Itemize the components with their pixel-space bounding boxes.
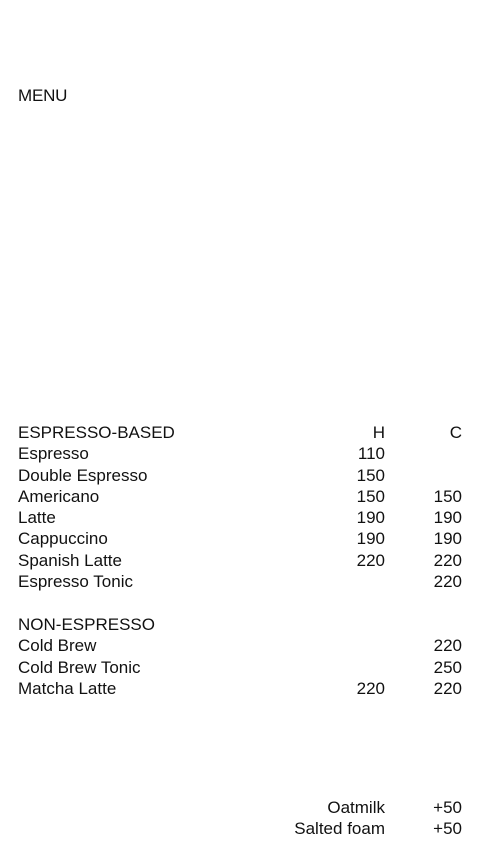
menu-item-name: Cold Brew bbox=[18, 636, 97, 656]
addons-section bbox=[18, 797, 462, 840]
menu-item-row bbox=[18, 486, 462, 507]
addon-name: Oatmilk bbox=[327, 798, 385, 817]
menu-item-row bbox=[18, 528, 462, 549]
espresso-section-header bbox=[18, 422, 462, 443]
hot-column-header: H bbox=[372, 423, 385, 442]
menu-item-row bbox=[18, 635, 462, 656]
menu-item-cold-price: 220 bbox=[433, 550, 462, 570]
addon-name: Salted foam bbox=[294, 819, 385, 839]
menu-item-cold-price: 250 bbox=[433, 657, 462, 677]
menu-item-name: Espresso Tonic bbox=[18, 572, 133, 592]
menu-item-name: Espresso bbox=[18, 444, 89, 464]
menu-item-row bbox=[18, 657, 462, 678]
menu-item-row bbox=[18, 443, 462, 464]
non-espresso-section bbox=[18, 614, 462, 699]
menu-item-row bbox=[18, 550, 462, 571]
menu-item-name: Americano bbox=[18, 486, 100, 506]
addon-price: +50 bbox=[433, 819, 462, 839]
menu-item-name: Latte bbox=[18, 508, 56, 528]
menu-item-row bbox=[18, 571, 462, 592]
addon-row bbox=[18, 797, 462, 818]
menu-item-cold-price: 220 bbox=[433, 678, 462, 698]
menu-item-hot-price: 150 bbox=[356, 465, 385, 485]
menu-item-hot-price: 110 bbox=[357, 444, 385, 464]
espresso-based-section bbox=[18, 422, 462, 592]
menu-item-cold-price: 220 bbox=[433, 572, 462, 592]
menu-item-row bbox=[18, 678, 462, 699]
menu-item-hot-price: 190 bbox=[356, 529, 385, 549]
addon-price: +50 bbox=[433, 798, 462, 817]
menu-item-name: Cappuccino bbox=[18, 529, 108, 549]
menu-item-hot-price: 150 bbox=[356, 486, 385, 506]
non-espresso-section-header bbox=[18, 614, 462, 635]
addon-row bbox=[18, 818, 462, 839]
menu-title: MENU bbox=[18, 86, 68, 105]
menu-item-cold-price: 190 bbox=[433, 529, 462, 549]
menu-item-name: Spanish Latte bbox=[18, 550, 122, 570]
menu-item-row bbox=[18, 465, 462, 486]
section-heading: ESPRESSO-BASED bbox=[18, 423, 175, 442]
menu-item-cold-price: 150 bbox=[433, 486, 462, 506]
menu-item-hot-price: 220 bbox=[356, 550, 385, 570]
menu-item-name: Double Espresso bbox=[18, 465, 148, 485]
cold-column-header: C bbox=[449, 423, 462, 442]
menu-item-hot-price: 220 bbox=[356, 678, 385, 698]
menu-item-name: Cold Brew Tonic bbox=[18, 657, 141, 677]
menu-item-cold-price: 190 bbox=[433, 508, 462, 528]
menu-item-name: Matcha Latte bbox=[18, 678, 117, 698]
menu-item-row bbox=[18, 507, 462, 528]
menu-item-cold-price: 220 bbox=[433, 636, 462, 656]
section-heading: NON-ESPRESSO bbox=[18, 615, 155, 634]
menu-item-hot-price: 190 bbox=[356, 508, 385, 528]
